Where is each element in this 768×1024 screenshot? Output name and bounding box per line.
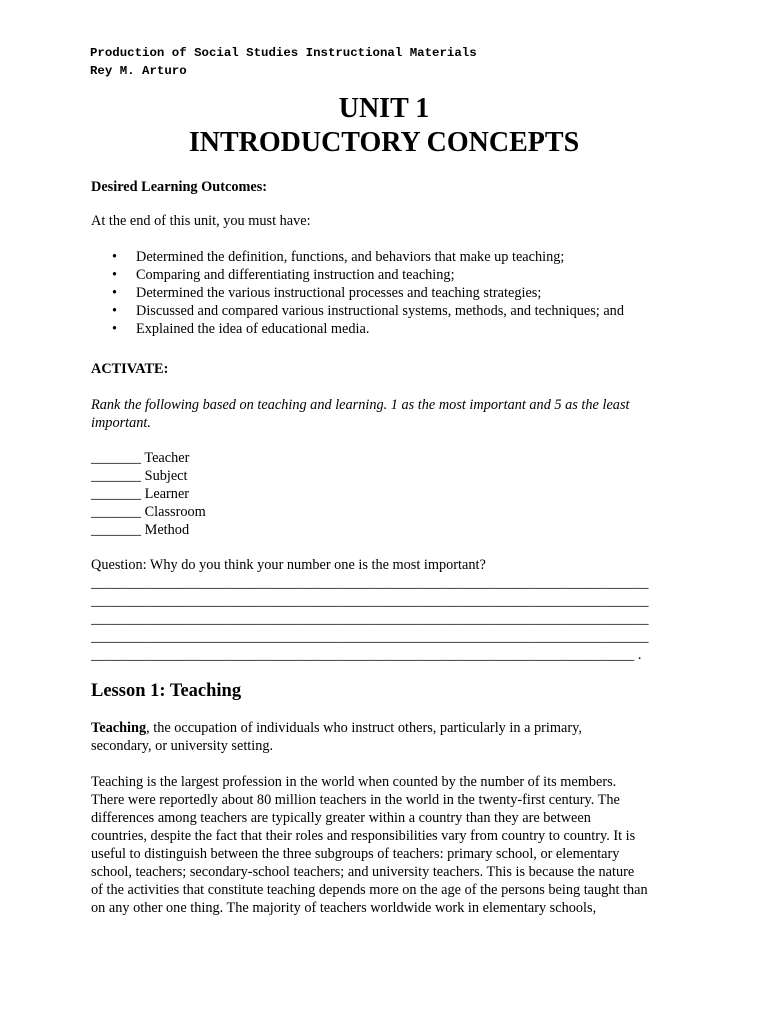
paragraph-line: countries, despite the fact that their roles and responsibilities vary from country to country. It is — [91, 828, 636, 844]
rank-list — [91, 449, 206, 539]
rank-item-learner: _______ Learner — [91, 486, 190, 502]
rank-item-method: _______ Method — [91, 522, 190, 538]
paragraph-line: Teaching is the largest profession in the world when counted by the number of its members. — [91, 774, 617, 790]
answer-line: ______________________________________________________________________________ — [91, 629, 649, 645]
activate-instruction-line-2: important. — [91, 415, 151, 431]
bullet-icon: • — [112, 267, 118, 283]
rank-item-subject: _______ Subject — [91, 468, 188, 484]
paragraph-line: differences among teachers are typically greater within a country than they are between — [91, 810, 591, 826]
list-item: • Explained the idea of educational media. — [112, 321, 370, 337]
paragraph-line: on any other one thing. The majority of teachers worldwide work in elementary schools, — [91, 900, 597, 916]
list-item: • Determined the various instructional processes and teaching strategies; — [112, 285, 542, 301]
paragraph-line: There were reportedly about 80 million teachers in the world in the twenty-first century. The — [91, 792, 620, 808]
definition-paragraph — [91, 719, 582, 755]
list-item: • Determined the definition, functions, and behaviors that make up teaching; — [112, 249, 565, 265]
activate-question: Question: Why do you think your number one is the most important? — [91, 557, 486, 573]
answer-line: ______________________________________________________________________________ — [91, 593, 649, 609]
answer-line: ______________________________________________________________________________ — [91, 611, 649, 627]
rank-item-classroom: _______ Classroom — [91, 504, 206, 520]
rank-item-teacher: _______ Teacher — [91, 450, 190, 466]
list-item: • Comparing and differentiating instruction and teaching; — [112, 267, 455, 283]
outcomes-heading: Desired Learning Outcomes: — [91, 179, 268, 195]
paragraph-line: school, teachers; secondary-school teachers; and university teachers. This is because the nature — [91, 864, 635, 880]
definition-term: Teaching — [91, 720, 147, 736]
lesson-title: Lesson 1: Teaching — [91, 681, 242, 701]
definition-line-1: Teaching, the occupation of individuals who instruct others, particularly in a primary, — [91, 720, 582, 736]
unit-heading — [0, 92, 768, 160]
bullet-icon: • — [112, 285, 118, 301]
definition-line-2: secondary, or university setting. — [91, 738, 274, 754]
bullet-icon: • — [112, 321, 118, 337]
bullet-icon: • — [112, 249, 118, 265]
course-title: Production of Social Studies Instructional Materials — [90, 46, 477, 60]
unit-title: INTRODUCTORY CONCEPTS — [188, 127, 580, 158]
activate-instruction-line-1: Rank the following based on teaching and learning. 1 as the most important and 5 as the least — [91, 397, 630, 413]
activate-heading: ACTIVATE: — [91, 361, 169, 377]
bullet-icon: • — [112, 303, 118, 319]
outcomes-intro: At the end of this unit, you must have: — [91, 213, 311, 229]
answer-line: ______________________________________________________________________________ — [91, 575, 649, 591]
document-header — [90, 44, 477, 80]
answer-lines — [91, 574, 691, 664]
paragraph-line: useful to distinguish between the three subgroups of teachers: primary school, or elementary — [91, 846, 620, 862]
answer-line: ____________________________________________________________________________ . — [91, 647, 642, 663]
list-item: • Discussed and compared various instructional systems, methods, and techniques; and — [112, 303, 624, 319]
body-paragraph — [91, 773, 648, 917]
paragraph-line: of the activities that constitute teaching depends more on the age of the persons being taught than — [91, 882, 648, 898]
outcomes-list — [112, 248, 624, 338]
author-name: Rey M. Arturo — [90, 64, 187, 78]
unit-number: UNIT 1 — [338, 93, 430, 124]
